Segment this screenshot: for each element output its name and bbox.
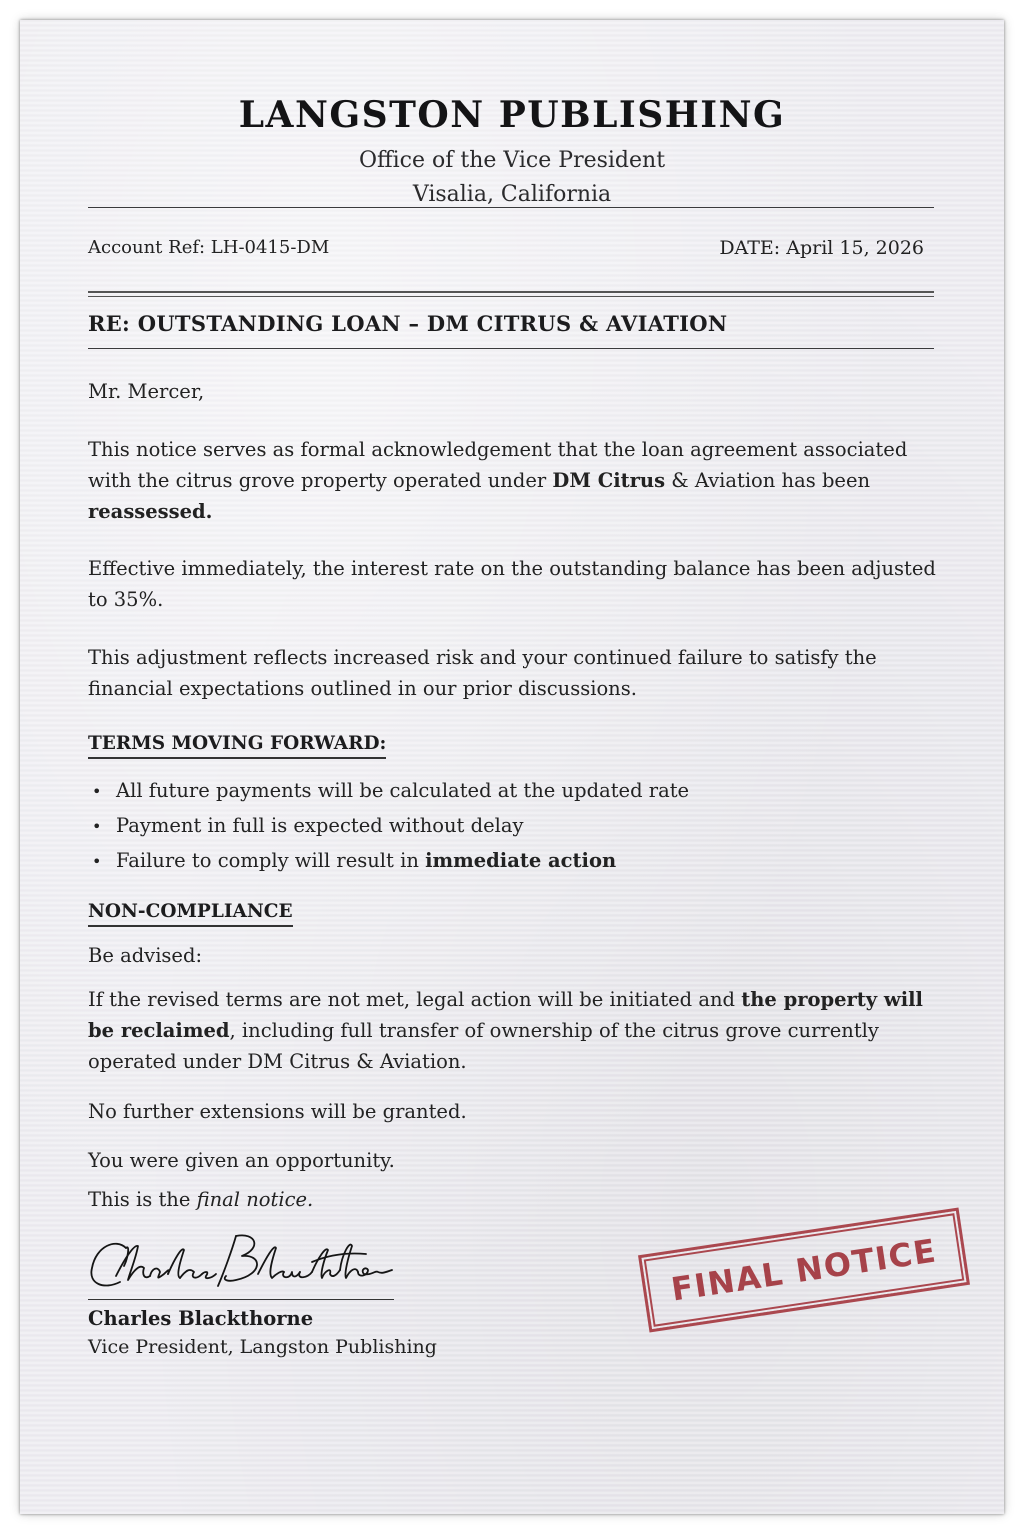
office-title: Office of the Vice President xyxy=(358,148,666,173)
opportunity-line: You were given an opportunity. xyxy=(88,1149,395,1172)
reassessed-emphasis: reassessed. xyxy=(88,500,213,523)
noncompliance-heading: NON-COMPLIANCE xyxy=(88,901,293,927)
office-location: Visalia, California xyxy=(412,182,612,207)
subject-line: RE: OUTSTANDING LOAN – DM CITRUS & AVIATION xyxy=(88,311,728,336)
terms-list xyxy=(88,774,938,879)
final-notice-stamp: FINAL NOTICE xyxy=(638,1207,970,1332)
terms-heading: TERMS MOVING FORWARD: xyxy=(88,733,386,759)
paragraph-text: , including full transfer of ownership of the citrus grove currently operated under DM Citrus & Aviation. xyxy=(88,1019,879,1073)
meta-divider-secondary xyxy=(88,296,934,297)
signer-title: Vice President, Langston Publishing xyxy=(88,1336,437,1358)
paragraph-adjustment-reason: This adjustment reflects increased risk and your continued failure to satisfy the financial expectations outlined in our prior discussions. xyxy=(88,646,877,700)
salutation: Mr. Mercer, xyxy=(88,380,205,403)
company-name: LANGSTON PUBLISHING xyxy=(238,94,786,136)
signer-name: Charles Blackthorne xyxy=(88,1307,314,1330)
letter-date: DATE: April 15, 2026 xyxy=(719,237,924,259)
list-item: • Payment in full is expected without delay xyxy=(88,809,938,844)
list-item: • All future payments will be calculated at the updated rate xyxy=(88,774,938,809)
paragraph-legal-action xyxy=(88,984,938,1077)
final-notice-emphasis: final notice. xyxy=(196,1188,314,1211)
paragraph-text: This is the xyxy=(88,1188,197,1211)
paragraph-text: & Aviation has been xyxy=(665,469,871,492)
account-reference: Account Ref: LH-0415-DM xyxy=(88,237,330,258)
list-item xyxy=(88,844,938,879)
be-advised: Be advised: xyxy=(88,944,203,967)
handwritten-signature xyxy=(86,1224,396,1300)
meta-divider xyxy=(88,291,934,293)
paragraph-interest-rate: Effective immediately, the interest rate on the outstanding balance has been adjusted to 35%. xyxy=(88,557,936,611)
signature-line xyxy=(88,1299,394,1300)
paragraph-text: If the revised terms are not met, legal action will be initiated and xyxy=(88,988,742,1011)
final-notice-line xyxy=(88,1184,938,1215)
reclaimed-emphasis: the property will be reclaimed xyxy=(88,988,923,1042)
subject-divider xyxy=(88,348,934,349)
paragraph-text: This notice serves as formal acknowledgement that the loan agreement associated with the citrus grove property operated under xyxy=(88,438,908,492)
header-divider xyxy=(88,207,934,208)
letter-page xyxy=(20,20,1004,1514)
no-extensions: No further extensions will be granted. xyxy=(88,1100,467,1123)
company-emphasis: DM Citrus xyxy=(552,469,666,492)
paragraph-reassessment xyxy=(88,434,938,527)
immediate-action-emphasis: immediate action xyxy=(425,849,617,872)
list-item-text: Failure to comply will result in xyxy=(116,849,426,872)
